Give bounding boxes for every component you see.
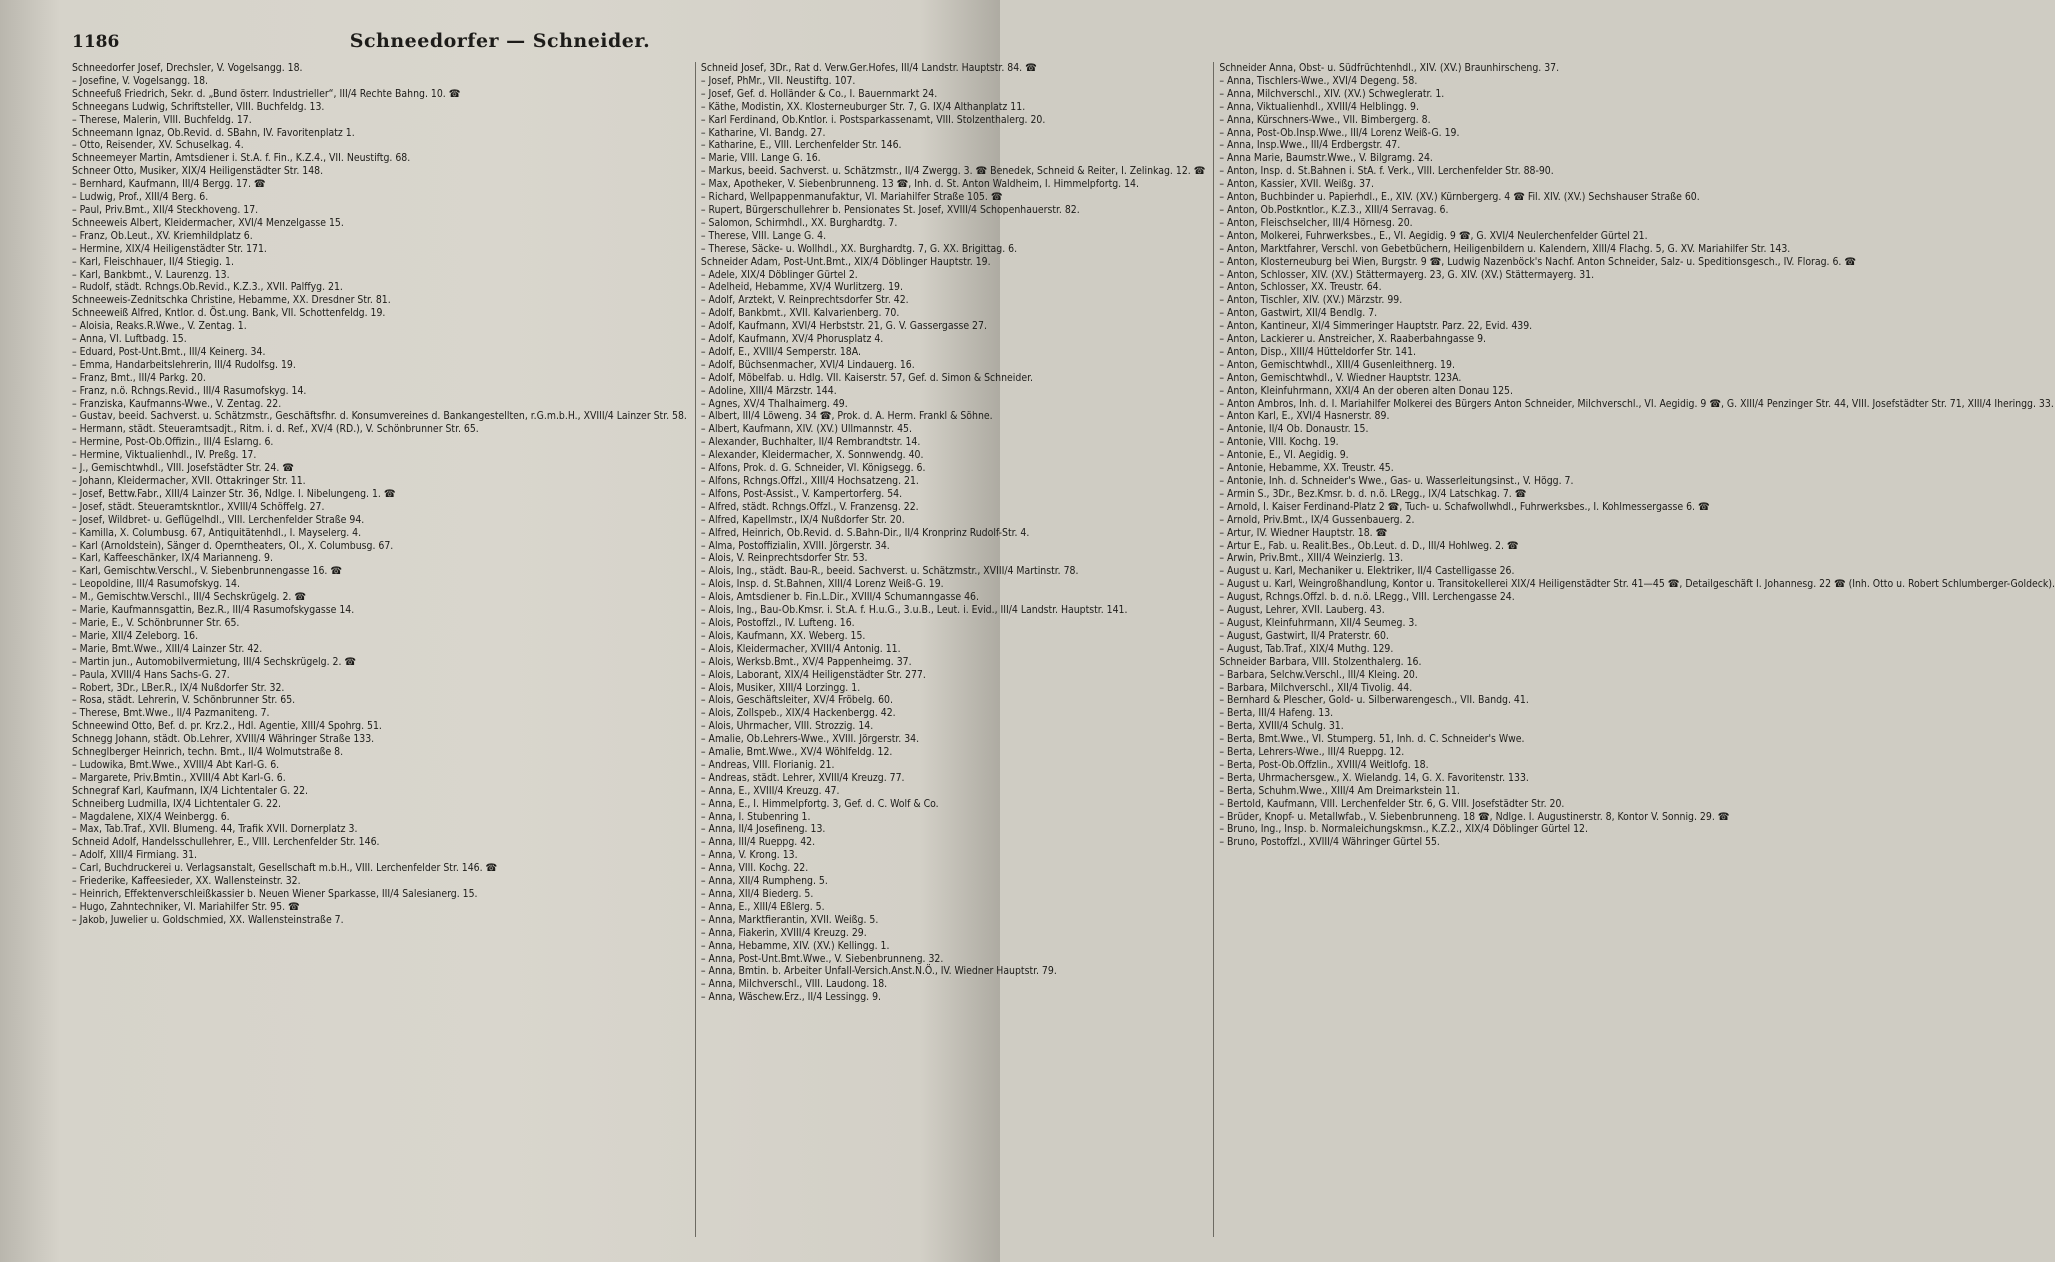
- directory-entry: – Anton, Lackierer u. Anstreicher, X. Raaberbahngasse 9.: [1219, 333, 1486, 346]
- directory-entry: – Rudolf, städt. Rchngs.Ob.Revid., K.Z.3., XVII. Palffyg. 21.: [72, 281, 343, 294]
- directory-entry: – Marie, VIII. Lange G. 16.: [700, 152, 821, 165]
- directory-entry: – Katharine, E., VIII. Lerchenfelder Str. 146.: [700, 139, 902, 152]
- directory-entry: – Gustav, beeid. Sachverst. u. Schätzmstr., Geschäftsfhr. d. Konsumvereines d. Bankangestellten, r.G.m.b.H., XVIII/4 Lainzer Str. 58.: [72, 410, 687, 423]
- directory-entry: – Anna, E., I. Himmelpfortg. 3, Gef. d. C. Wolf & Co.: [700, 797, 939, 810]
- directory-entry: Schnegraf Karl, Kaufmann, IX/4 Lichtentaler G. 22.: [72, 784, 309, 797]
- directory-entry: – Franz, Bmt., III/4 Parkg. 20.: [72, 371, 206, 384]
- directory-entry: – Anna, II/4 Josefineng. 13.: [700, 823, 826, 836]
- directory-entry: – Adolf, XIII/4 Firmiang. 31.: [72, 849, 198, 862]
- directory-entry: Schneider Adam, Post-Unt.Bmt., XIX/4 Döblinger Hauptstr. 19.: [700, 255, 991, 268]
- directory-entry: – Therese, Malerin, VIII. Buchfeldg. 17.: [72, 113, 252, 126]
- entry-columns: [72, 62, 2055, 1237]
- directory-entry: – Anton, Schlosser, XX. Treustr. 64.: [1219, 281, 1382, 294]
- directory-entry: – Anton, Molkerei, Fuhrwerksbes., E., VI. Aegidig. 9 ☎, G. XVI/4 Neulerchenfelder Gürtel 21.: [1219, 229, 1648, 242]
- directory-entry: Schneewind Otto, Bef. d. pr. Krz.2., Hdl. Agentie, XIII/4 Spohrg. 51.: [72, 720, 382, 733]
- directory-entry: – Kamilla, X. Columbusg. 67, Antiquitätenhdl., I. Mayselerg. 4.: [72, 526, 362, 539]
- directory-entry: – Josefine, V. Vogelsangg. 18.: [72, 74, 209, 87]
- directory-entry: – Alfred, Heinrich, Ob.Revid. d. S.Bahn-Dir., II/4 Kronprinz Rudolf-Str. 4.: [700, 526, 1030, 539]
- directory-entry: – Emma, Handarbeitslehrerin, III/4 Rudolfsg. 19.: [72, 358, 296, 371]
- directory-entry: – Barbara, Milchverschl., XII/4 Tivolig. 44.: [1219, 681, 1413, 694]
- directory-entry: – Josef, Wildbret- u. Geflügelhdl., VIII. Lerchenfelder Straße 94.: [72, 513, 365, 526]
- directory-entry: – Anna, Wäschew.Erz., II/4 Lessingg. 9.: [700, 991, 882, 1004]
- directory-entry: – Albert, III/4 Löweng. 34 ☎, Prok. d. A. Herm. Frankl & Söhne.: [700, 410, 993, 423]
- directory-entry: – Bruno, Postoffzl., XVIII/4 Währinger Gürtel 55.: [1219, 836, 1440, 849]
- directory-entry: Schneiberg Ludmilla, IX/4 Lichtentaler G. 22.: [72, 797, 282, 810]
- directory-entry: – August, Rchngs.Offzl. b. d. n.ö. LRegg., VIII. Lerchengasse 24.: [1219, 591, 1515, 604]
- directory-entry: – Alois, V. Reinprechtsdorfer Str. 53.: [700, 552, 868, 565]
- directory-entry: – Alois, Kaufmann, XX. Weberg. 15.: [700, 629, 866, 642]
- directory-entry: – Alois, Geschäftsleiter, XV/4 Fröbelg. 60.: [700, 694, 893, 707]
- directory-entry: Schneeweis Albert, Kleidermacher, XVI/4 Menzelgasse 15.: [72, 216, 344, 229]
- directory-entry: – August, Gastwirt, II/4 Praterstr. 60.: [1219, 629, 1389, 642]
- directory-entry: – Josef, PhMr., VII. Neustiftg. 107.: [700, 74, 856, 87]
- directory-entry: – Adolf, Büchsenmacher, XVI/4 Lindauerg. 16.: [700, 358, 915, 371]
- directory-entry: – August, Lehrer, XVII. Lauberg. 43.: [1219, 604, 1385, 617]
- directory-entry: – Berta, XVIII/4 Schulg. 31.: [1219, 720, 1344, 733]
- directory-entry: – Karl Ferdinand, Ob.Kntlor. i. Postsparkassenamt, VIII. Stolzenthalerg. 20.: [700, 113, 1046, 126]
- directory-entry: – Andreas, VIII. Florianig. 21.: [700, 758, 835, 771]
- directory-entry: – Anton, Buchbinder u. Papierhdl., E., XIV. (XV.) Kürnbergerg. 4 ☎ Fil. XIV. (XV.) Sechshauser Straße 60.: [1219, 191, 1700, 204]
- directory-entry: – Robert, 3Dr., LBer.R., IX/4 Nußdorfer Str. 32.: [72, 681, 285, 694]
- directory-entry: – Anton, Tischler, XIV. (XV.) Märzstr. 99.: [1219, 294, 1403, 307]
- directory-entry: – Antonie, Inh. d. Schneider's Wwe., Gas- u. Wasserleitungsinst., V. Högg. 7.: [1219, 475, 1574, 487]
- directory-entry: – Anna, III/4 Rueppg. 42.: [700, 836, 816, 849]
- directory-entry: – Richard, Wellpappenmanufaktur, VI. Mariahilfer Straße 105. ☎: [700, 191, 1003, 204]
- directory-entry: – Leopoldine, III/4 Rasumofskyg. 14.: [72, 578, 240, 591]
- directory-entry: – August u. Karl, Mechaniker u. Elektriker, II/4 Castelligasse 26.: [1219, 565, 1515, 578]
- directory-entry: – Anton, Gemischtwhdl., XIII/4 Gusenleithnerg. 19.: [1219, 358, 1455, 371]
- directory-entry: – Anton, Gastwirt, XII/4 Bendlg. 7.: [1219, 307, 1378, 320]
- directory-entry: – Max, Tab.Traf., XVII. Blumeng. 44, Trafik XVII. Dornerplatz 3.: [72, 823, 358, 836]
- directory-entry: – Alma, Postoffizialin, XVIII. Jörgerstr. 34.: [700, 539, 890, 552]
- directory-entry: – Josef, Bettw.Fabr., XIII/4 Lainzer Str. 36, Ndlge. I. Nibelungeng. 1. ☎: [72, 487, 396, 500]
- directory-entry: – Karl (Arnoldstein), Sänger d. Operntheaters, Ol., X. Columbusg. 67.: [72, 539, 394, 552]
- directory-entry: – Berta, Post-Ob.Offzlin., XVIII/4 Weitlofg. 18.: [1219, 758, 1429, 771]
- directory-entry: – Johann, Kleidermacher, XVII. Ottakringer Str. 11.: [72, 475, 306, 487]
- directory-entry: – Anna, XII/4 Rumpheng. 5.: [700, 875, 828, 888]
- directory-entry: – Heinrich, Effektenverschleißkassier b. Neuen Wiener Sparkasse, III/4 Salesianerg. 15.: [72, 888, 478, 900]
- directory-entry: – Adolf, E., XVIII/4 Semperstr. 18A.: [700, 345, 861, 358]
- directory-entry: – Eduard, Post-Unt.Bmt., III/4 Keinerg. 34.: [72, 345, 266, 358]
- directory-entry: – Paula, XVIII/4 Hans Sachs-G. 27.: [72, 668, 230, 681]
- column-left: [72, 62, 687, 1237]
- directory-entry: – Adolf, Kaufmann, XVI/4 Herbststr. 21, G. V. Gassergasse 27.: [700, 320, 987, 333]
- directory-entry: – Alois, Uhrmacher, VIII. Strozzig. 14.: [700, 720, 874, 733]
- directory-entry: – Josef, Gef. d. Holländer & Co., I. Bauernmarkt 24.: [700, 87, 938, 100]
- directory-entry: – Adolf, Möbelfab. u. Hdlg. VII. Kaiserstr. 57, Gef. d. Simon & Schneider.: [700, 371, 1033, 384]
- directory-entry: Schneedorfer Josef, Drechsler, V. Vogelsangg. 18.: [72, 62, 303, 74]
- directory-entry: – Barbara, Selchw.Verschl., III/4 Kleing. 20.: [1219, 668, 1418, 681]
- directory-entry: – Berta, Schuhm.Wwe., XIII/4 Am Dreimarkstein 11.: [1219, 784, 1460, 797]
- directory-entry: Schneglberger Heinrich, techn. Bmt., II/4 Wolmutstraße 8.: [72, 746, 344, 759]
- directory-entry: – Berta, Lehrers-Wwe., III/4 Rueppg. 12.: [1219, 746, 1405, 759]
- directory-entry: Schneider Anna, Obst- u. Südfrüchtenhdl., XIV. (XV.) Braunhirscheng. 37.: [1219, 62, 1560, 74]
- directory-entry: – Albert, Kaufmann, XIV. (XV.) Ullmannstr. 45.: [700, 423, 912, 436]
- directory-entry: – Bertold, Kaufmann, VIII. Lerchenfelder Str. 6, G. VIII. Josefstädter Str. 20.: [1219, 797, 1565, 810]
- directory-entry: – Marie, Bmt.Wwe., XIII/4 Lainzer Str. 42.: [72, 642, 263, 655]
- directory-entry: – Antonie, II/4 Ob. Donaustr. 15.: [1219, 423, 1369, 436]
- directory-entry: – Marie, XII/4 Zeleborg. 16.: [72, 629, 199, 642]
- directory-entry: – Karl, Kaffeeschänker, IX/4 Marianneng. 9.: [72, 552, 273, 565]
- directory-entry: – Anna, Insp.Wwe., III/4 Erdbergstr. 47.: [1219, 139, 1401, 152]
- directory-entry: – Adolf, Arztekt, V. Reinprechtsdorfer Str. 42.: [700, 294, 909, 307]
- directory-entry: – Bernhard, Kaufmann, III/4 Bergg. 17. ☎: [72, 178, 266, 191]
- directory-entry: – Anna, Tischlers-Wwe., XVI/4 Degeng. 58.: [1219, 74, 1418, 87]
- directory-entry: – Alois, Laborant, XIX/4 Heiligenstädter Str. 277.: [700, 668, 926, 681]
- directory-entry: – Alois, Ing., städt. Bau-R., beeid. Sachverst. u. Schätzmstr., XVIII/4 Martinstr. 78.: [700, 565, 1079, 578]
- running-title: Schneedorfer — Schneider.: [349, 30, 651, 52]
- directory-entry: – Adolf, Kaufmann, XV/4 Phorusplatz 4.: [700, 333, 884, 346]
- directory-entry: – Anton, Ob.Postkntlor., K.Z.3., XIII/4 Serravag. 6.: [1219, 203, 1449, 216]
- directory-entry: – Anna, XII/4 Biederg. 5.: [700, 888, 814, 900]
- directory-entry: – Antonie, VIII. Kochg. 19.: [1219, 436, 1339, 449]
- directory-entry: – Margarete, Priv.Bmtin., XVIII/4 Abt Karl-G. 6.: [72, 771, 286, 784]
- directory-entry: – Anna, Milchverschl., VIII. Laudong. 18.: [700, 978, 888, 991]
- directory-entry: – Adolf, Bankbmt., XVII. Kalvarienberg. 70.: [700, 307, 900, 320]
- directory-entry: – Carl, Buchdruckerei u. Verlagsanstalt, Gesellschaft m.b.H., VIII. Lerchenfelder Str. 146. ☎: [72, 862, 498, 875]
- directory-entry: Schneeweiß Alfred, Kntlor. d. Öst.ung. Bank, VII. Schottenfeldg. 19.: [72, 307, 386, 320]
- directory-entry: – Karl, Bankbmt., V. Laurenzg. 13.: [72, 268, 230, 281]
- directory-entry: – Berta, Uhrmachersgew., X. Wielandg. 14, G. X. Favoritenstr. 133.: [1219, 771, 1529, 784]
- directory-entry: – Berta, III/4 Hafeng. 13.: [1219, 707, 1334, 720]
- directory-entry: – Rupert, Bürgerschullehrer b. Pensionates St. Josef, XVIII/4 Schopenhauerstr. 82.: [700, 203, 1080, 216]
- directory-entry: – Hermine, Post-Ob.Offizin., III/4 Eslarng. 6.: [72, 436, 274, 449]
- directory-entry: – Alfons, Prok. d. G. Schneider, VI. Königsegg. 6.: [700, 462, 926, 475]
- directory-entry: – Anna, Post-Unt.Bmt.Wwe., V. Siebenbrunneng. 32.: [700, 952, 944, 965]
- directory-entry: – Therese, Säcke- u. Wollhdl., XX. Burghardtg. 7, G. XX. Brigittag. 6.: [700, 242, 1018, 255]
- directory-entry: – Anna Marie, Baumstr.Wwe., V. Bilgramg. 24.: [1219, 152, 1433, 165]
- directory-entry: – Arwin, Priv.Bmt., XIII/4 Weinzierlg. 13.: [1219, 552, 1404, 565]
- directory-entry: – Anna, Viktualienhdl., XVIII/4 Helblingg. 9.: [1219, 100, 1419, 113]
- directory-entry: – Käthe, Modistin, XX. Klosterneuburger Str. 7, G. IX/4 Althanplatz 11.: [700, 100, 1026, 113]
- directory-entry: – Therese, VIII. Lange G. 4.: [700, 229, 827, 242]
- directory-entry: – Anton, Kleinfuhrmann, XXI/4 An der oberen alten Donau 125.: [1219, 384, 1513, 397]
- directory-entry: – Alois, Kleidermacher, XVIII/4 Antonig. 11.: [700, 642, 901, 655]
- directory-entry: – Hugo, Zahntechniker, VI. Mariahilfer Str. 95. ☎: [72, 900, 300, 913]
- directory-entry: – Anna, Kürschners-Wwe., VII. Bimbergerg. 8.: [1219, 113, 1431, 126]
- directory-entry: – Rosa, städt. Lehrerin, V. Schönbrunner Str. 65.: [72, 694, 296, 707]
- directory-entry: – Marie, E., V. Schönbrunner Str. 65.: [72, 616, 240, 629]
- directory-entry: – Bruno, Ing., Insp. b. Normaleichungskmsn., K.Z.2., XIX/4 Döblinger Gürtel 12.: [1219, 823, 1588, 836]
- directory-entry: – Alexander, Buchhalter, II/4 Rembrandtstr. 14.: [700, 436, 921, 449]
- directory-entry: – Agnes, XV/4 Thalhaimerg. 49.: [700, 397, 848, 410]
- directory-entry: – Adelheid, Hebamme, XV/4 Wurlitzerg. 19.: [700, 281, 903, 294]
- page-header: [0, 30, 1000, 60]
- directory-entry: – Friederike, Kaffeesieder, XX. Wallensteinstr. 32.: [72, 875, 301, 888]
- directory-entry: – Salomon, Schirmhdl., XX. Burghardtg. 7.: [700, 216, 898, 229]
- directory-entry: – Franziska, Kaufmanns-Wwe., V. Zentag. 22.: [72, 397, 282, 410]
- directory-entry: – Franz, Ob.Leut., XV. Kriemhildplatz 6.: [72, 229, 253, 242]
- directory-entry: – Anna, VIII. Kochg. 22.: [700, 862, 809, 875]
- directory-entry: – Anton, Schlosser, XIV. (XV.) Stättermayerg. 23, G. XIV. (XV.) Stättermayerg. 31.: [1219, 268, 1595, 281]
- directory-entry: – Paul, Priv.Bmt., XII/4 Steckhoveng. 17.: [72, 203, 259, 216]
- directory-entry: Schneemann Ignaz, Ob.Revid. d. SBahn, IV. Favoritenplatz 1.: [72, 126, 355, 139]
- directory-entry: – Anna, E., XVIII/4 Kreuzg. 47.: [700, 784, 840, 797]
- directory-entry: Schneid Adolf, Handelsschullehrer, E., VIII. Lerchenfelder Str. 146.: [72, 836, 380, 849]
- directory-entry: – Hermann, städt. Steueramtsadjt., Ritm. i. d. Ref., XV/4 (RD.), V. Schönbrunner Str. 65.: [72, 423, 479, 436]
- directory-entry: – Anna, Bmtin. b. Arbeiter Unfall-Versich.Anst.N.Ö., IV. Wiedner Hauptstr. 79.: [700, 965, 1057, 978]
- directory-entry: Schneer Otto, Musiker, XIX/4 Heiligenstädter Str. 148.: [72, 165, 324, 178]
- directory-entry: – Anton, Insp. d. St.Bahnen i. StA. f. Verk., VIII. Lerchenfelder Str. 88-90.: [1219, 165, 1554, 178]
- directory-entry: – Anna, Post-Ob.Insp.Wwe., III/4 Lorenz Weiß-G. 19.: [1219, 126, 1460, 139]
- directory-entry: – Alois, Ing., Bau-Ob.Kmsr. i. St.A. f. H.u.G., 3.u.B., Leut. i. Evid., III/4 Landstr. Hauptstr. 141.: [700, 604, 1128, 617]
- directory-entry: – Katharine, VI. Bandg. 27.: [700, 126, 826, 139]
- directory-entry: – Alexander, Kleidermacher, X. Sonnwendg. 40.: [700, 449, 924, 462]
- directory-entry: – Alfons, Post-Assist., V. Kampertorferg. 54.: [700, 487, 903, 500]
- directory-entry: – Brüder, Knopf- u. Metallwfab., V. Siebenbrunneng. 18 ☎, Ndlge. I. Augustinerstr. 8, Kontor V. Sonnig. 29. ☎: [1219, 810, 1730, 823]
- directory-entry: – Adoline, XIII/4 Märzstr. 144.: [700, 384, 837, 397]
- directory-entry: – Ludwig, Prof., XIII/4 Berg. 6.: [72, 191, 209, 204]
- directory-entry: – Aloisia, Reaks.R.Wwe., V. Zentag. 1.: [72, 320, 247, 333]
- directory-entry: Schneemeyer Martin, Amtsdiener i. St.A. f. Fin., K.Z.4., VII. Neustiftg. 68.: [72, 152, 411, 165]
- directory-entry: – August, Tab.Traf., XIX/4 Muthg. 129.: [1219, 642, 1394, 655]
- directory-entry: – Magdalene, XIX/4 Weinbergg. 6.: [72, 810, 230, 823]
- directory-entry: – Marie, Kaufmannsgattin, Bez.R., III/4 Rasumofskygasse 14.: [72, 604, 355, 617]
- directory-entry: – Hermine, Viktualienhdl., IV. Preßg. 17.: [72, 449, 257, 462]
- directory-entry: – Alois, Amtsdiener b. Fin.L.Dir., XVIII/4 Schumanngasse 46.: [700, 591, 979, 604]
- directory-entry: – Arnold, Priv.Bmt., IX/4 Gussenbauerg. 2.: [1219, 513, 1415, 526]
- directory-entry: – Anna, V. Krong. 13.: [700, 849, 798, 862]
- directory-entry: – M., Gemischtw.Verschl., III/4 Sechskrügelg. 2. ☎: [72, 591, 307, 604]
- directory-entry: – Andreas, städt. Lehrer, XVIII/4 Kreuzg. 77.: [700, 771, 905, 784]
- directory-entry: – Alois, Zollspeb., XIX/4 Hackenbergg. 42.: [700, 707, 896, 720]
- directory-entry: – Therese, Bmt.Wwe., II/4 Pazmaniteng. 7.: [72, 707, 270, 720]
- directory-entry: – Anton, Disp., XIII/4 Hütteldorfer Str. 141.: [1219, 345, 1416, 358]
- directory-entry: Schneid Josef, 3Dr., Rat d. Verw.Ger.Hofes, III/4 Landstr. Hauptstr. 84. ☎: [700, 62, 1037, 74]
- directory-entry: – Anna, E., XIII/4 Eßlerg. 5.: [700, 900, 825, 913]
- directory-entry: – Alois, Musiker, XIII/4 Lorzingg. 1.: [700, 681, 861, 694]
- directory-entry: – Anna, I. Stubenring 1.: [700, 810, 811, 823]
- directory-entry: – Karl, Fleischhauer, II/4 Stiegig. 1.: [72, 255, 234, 268]
- directory-entry: – Anna, Fiakerin, XVIII/4 Kreuzg. 29.: [700, 926, 867, 939]
- directory-entry: – Karl, Gemischtw.Verschl., V. Siebenbrunnengasse 16. ☎: [72, 565, 342, 578]
- directory-entry: – Berta, Bmt.Wwe., VI. Stumperg. 51, Inh. d. C. Schneider's Wwe.: [1219, 733, 1525, 746]
- directory-entry: – Artur, IV. Wiedner Hauptstr. 18. ☎: [1219, 526, 1388, 539]
- directory-entry: Schnegg Johann, städt. Ob.Lehrer, XVIII/4 Währinger Straße 133.: [72, 733, 375, 746]
- directory-entry: – Anton, Kantineur, XI/4 Simmeringer Hauptstr. Parz. 22, Evid. 439.: [1219, 320, 1533, 333]
- directory-entry: Schneeweis-Zednitschka Christine, Hebamme, XX. Dresdner Str. 81.: [72, 294, 391, 307]
- directory-entry: – Bernhard & Plescher, Gold- u. Silberwarengesch., VII. Bandg. 41.: [1219, 694, 1529, 707]
- directory-entry: – Anton Ambros, Inh. d. I. Mariahilfer Molkerei des Bürgers Anton Schneider, Milchverschl., VI. Aegidig. 9 ☎, G. XIII/4 Penzinger Str. 44, VIII. Josefstädter Str. 71, XIII/4 Iheringg. 33.: [1219, 397, 2054, 410]
- directory-entry: – Martin jun., Automobilvermietung, III/4 Sechskrügelg. 2. ☎: [72, 655, 357, 668]
- directory-entry: – Alfred, städt. Rchngs.Offzl., V. Franzensg. 22.: [700, 500, 919, 513]
- directory-entry: – Anton, Klosterneuburg bei Wien, Burgstr. 9 ☎, Ludwig Nazenböck's Nachf. Anton Schneider, Salz- u. Speditionsgesch., IV. Florag. 6. ☎: [1219, 255, 1857, 268]
- directory-entry: – Alfred, Kapellmstr., IX/4 Nußdorfer Str. 20.: [700, 513, 905, 526]
- column-right: [1213, 62, 2055, 1237]
- page-number: 1186: [72, 32, 120, 52]
- directory-entry: – Antonie, E., VI. Aegidig. 9.: [1219, 449, 1349, 462]
- directory-entry: – Anna, Marktfierantin, XVII. Weißg. 5.: [700, 913, 879, 926]
- directory-entry: – Jakob, Juwelier u. Goldschmied, XX. Wallensteinstraße 7.: [72, 913, 344, 926]
- directory-entry: – Anton, Fleischselcher, III/4 Hörnesg. 20.: [1219, 216, 1413, 229]
- directory-entry: – Max, Apotheker, V. Siebenbrunneng. 13 ☎, Inh. d. St. Anton Waldheim, I. Himmelpfortg. 14.: [700, 178, 1139, 191]
- directory-entry: – Anton, Gemischtwhdl., V. Wiedner Hauptstr. 123A.: [1219, 371, 1462, 384]
- directory-entry: – Franz, n.ö. Rchngs.Revid., III/4 Rasumofskyg. 14.: [72, 384, 307, 397]
- directory-entry: – Amalie, Ob.Lehrers-Wwe., XVIII. Jörgerstr. 34.: [700, 733, 920, 746]
- directory-entry: – Alois, Postoffzl., IV. Lufteng. 16.: [700, 616, 855, 629]
- directory-entry: – Anna, VI. Luftbadg. 15.: [72, 333, 187, 346]
- directory-entry: – Amalie, Bmt.Wwe., XV/4 Wöhlfeldg. 12.: [700, 746, 893, 759]
- directory-entry: – Alois, Insp. d. St.Bahnen, XIII/4 Lorenz Weiß-G. 19.: [700, 578, 944, 591]
- directory-entry: Schneefuß Friedrich, Sekr. d. „Bund österr. Industrieller“, III/4 Rechte Bahng. 10. ☎: [72, 87, 461, 100]
- directory-entry: – Arnold, I. Kaiser Ferdinand-Platz 2 ☎, Tuch- u. Schafwollwhdl., Fuhrwerksbes., I. Kohlmessergasse 6. ☎: [1219, 500, 1710, 513]
- directory-entry: – Anton, Marktfahrer, Verschl. von Gebetbüchern, Heiligenbildern u. Kalendern, XIII/4 Flachg. 5, G. XV. Mariahilfer Str. 143.: [1219, 242, 1791, 255]
- directory-entry: – Artur E., Fab. u. Realit.Bes., Ob.Leut. d. D., III/4 Hohlweg. 2. ☎: [1219, 539, 1519, 552]
- directory-entry: – Armin S., 3Dr., Bez.Kmsr. b. d. n.ö. LRegg., IX/4 Latschkag. 7. ☎: [1219, 487, 1527, 500]
- directory-entry: Schneegans Ludwig, Schriftsteller, VIII. Buchfeldg. 13.: [72, 100, 325, 113]
- directory-entry: – Alfons, Rchngs.Offzl., XIII/4 Hochsatzeng. 21.: [700, 475, 919, 487]
- directory-entry: – Hermine, XIX/4 Heiligenstädter Str. 171.: [72, 242, 267, 255]
- directory-entry: – Markus, beeid. Sachverst. u. Schätzmstr., II/4 Zwergg. 3. ☎ Benedek, Schneid & Reiter, I. Zelinkag. 12. ☎: [700, 165, 1206, 178]
- directory-entry: Schneider Barbara, VIII. Stolzenthalerg. 16.: [1219, 655, 1422, 668]
- directory-entry: – Antonie, Hebamme, XX. Treustr. 45.: [1219, 462, 1394, 475]
- directory-entry: – Josef, städt. Steueramtskntlor., XVIII/4 Schöffelg. 27.: [72, 500, 325, 513]
- directory-entry: – August, Kleinfuhrmann, XII/4 Seumeg. 3.: [1219, 616, 1418, 629]
- directory-entry: – Anna, Hebamme, XIV. (XV.) Kellingg. 1.: [700, 939, 890, 952]
- directory-entry: – Anton Karl, E., XVI/4 Hasnerstr. 89.: [1219, 410, 1390, 423]
- directory-entry: – Anton, Kassier, XVII. Weißg. 37.: [1219, 178, 1374, 191]
- directory-entry: – August u. Karl, Weingroßhandlung, Kontor u. Transitokellerei XIX/4 Heiligenstädter Str. 41—45 ☎, Detailgeschäft I. Johannesg. 22 ☎ (Inh. Otto u. Robert Schlumberger-Goldeck).: [1219, 578, 2055, 591]
- directory-entry: – Adele, XIX/4 Döblinger Gürtel 2.: [700, 268, 858, 281]
- directory-entry: – J., Gemischtwhdl., VIII. Josefstädter Str. 24. ☎: [72, 462, 294, 475]
- directory-entry: – Ludowika, Bmt.Wwe., XVIII/4 Abt Karl-G. 6.: [72, 758, 280, 771]
- directory-entry: – Otto, Reisender, XV. Schuselkag. 4.: [72, 139, 244, 152]
- directory-entry: – Anna, Milchverschl., XIV. (XV.) Schwegleratr. 1.: [1219, 87, 1445, 100]
- directory-entry: – Alois, Werksb.Bmt., XV/4 Pappenheimg. 37.: [700, 655, 912, 668]
- column-middle: [695, 62, 1205, 1237]
